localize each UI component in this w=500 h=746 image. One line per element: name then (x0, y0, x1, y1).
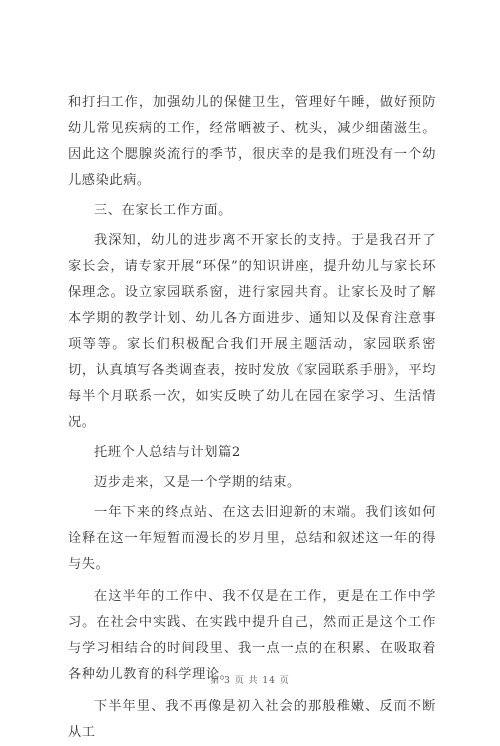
document-body (68, 90, 436, 746)
paragraph-semester-end: 迈步走来，又是一个学期的结束。 (94, 475, 301, 490)
paragraph-work-learning: 在这半年的工作中、我不仅是在工作，更是在工作中学习。在社会中实践、在实践中提升自己，然而正是这个工作与学习相结合的时间段里、我一点一点的在积累、在吸取着各种幼儿教育的科学理论。 (68, 589, 436, 682)
paragraph-year-review: 一年下来的终点站、在这去旧迎新的末端。我们该如何诠释在这一年短暂而漫长的岁月里，总结和叙述这一年的得与失。 (68, 505, 436, 572)
paragraph-hygiene: 和打扫工作，加强幼儿的保健卫生，管理好午睡，做好预防幼儿常见疾病的工作，经常晒被子、枕头，减少细菌滋生。因此这个腮腺炎流行的季节，很庆幸的是我们班没有一个幼儿感染此病。 (68, 95, 436, 188)
paragraph-parent-support: 我深知，幼儿的进步离不开家长的支持。于是我召开了家长会，请专家开展“环保”的知识讲座，提升幼儿与家长环保理念。设立家园联系窗，进行家园共育。让家长及时了解本学期的教学计划、幼儿各方面进步、通知以及保育注意事项等等。家长们积极配合我们开展主题活动，家园联系密切，认真填写各类调查表，按时发放《家园联系手册》，平均每半个月联系一次，如实反映了幼儿在园在家学习、生活情况。 (68, 233, 436, 430)
page-number-footer: 第 3 页 共 14 页 (210, 676, 290, 686)
article-heading-part-2: 托班个人总结与计划篇2 (94, 445, 241, 460)
section-heading-parent-work: 三、在家长工作方面。 (94, 203, 232, 218)
paragraph-second-half: 下半年里、我不再像是初入社会的那般稚嫩、反而不断从工 (68, 699, 436, 740)
